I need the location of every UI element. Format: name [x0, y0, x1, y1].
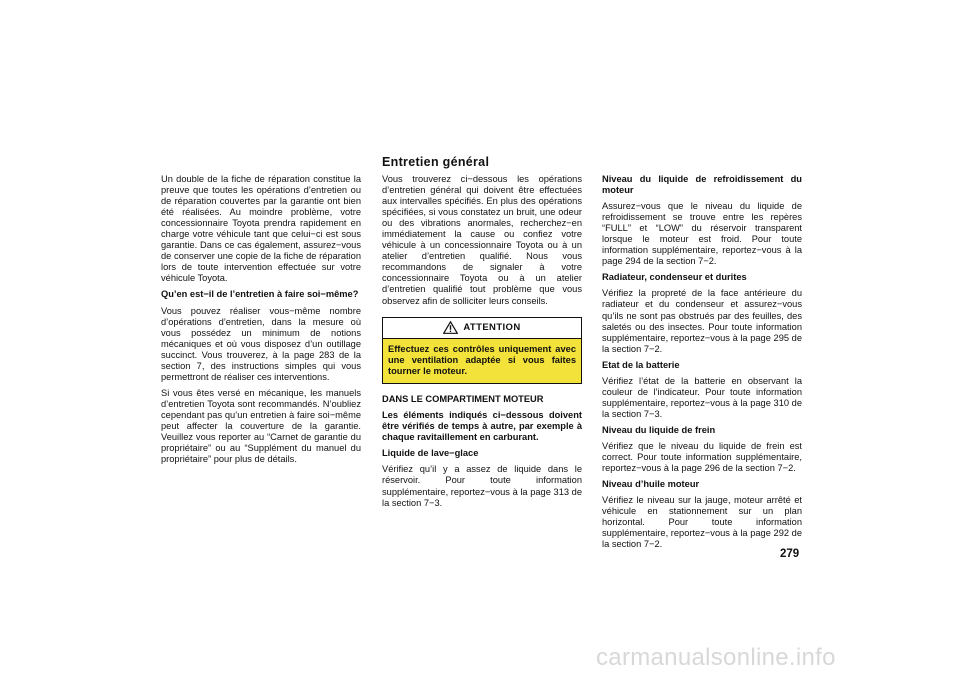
- section-heading: Liquide de lave−glace: [382, 448, 479, 459]
- section-heading: Niveau du liquide de refroidissement du moteur: [602, 174, 802, 196]
- column-right: [602, 174, 802, 555]
- engine-compartment-section: [382, 394, 582, 508]
- watermark-text: carmanualsonline.info: [596, 644, 836, 671]
- section-heading: Etat de la batterie: [602, 359, 680, 370]
- body-paragraph: Si vous êtes versé en mécanique, les manuels d’entretien Toyota sont recommandés. N’oubliez cependant pas qu’un entretien à faire soi−même peut affecter la couverture de la garantie. Veuillez vous reporter au “Carnet de garantie du propriétaire” ou au “Supplément du manuel du propriétaire” pour plus de détails.: [161, 387, 361, 465]
- section-heading: Les éléments indiqués ci−dessous doivent être vérifiés de temps à autre, par exemple à chaque ravitaillement en carburant.: [382, 410, 582, 443]
- column-middle: [382, 174, 582, 514]
- section-heading: Qu’en est−il de l’entretien à faire soi−même?: [161, 289, 359, 300]
- attention-box: [382, 317, 582, 385]
- body-paragraph: Vérifiez qu’il y a assez de liquide dans le réservoir. Pour toute information supplémentaire, reportez−vous à la page 313 de la section 7−3.: [382, 464, 582, 508]
- section-heading: Niveau d’huile moteur: [602, 479, 700, 490]
- attention-label: ATTENTION: [463, 322, 521, 334]
- body-paragraph: Un double de la fiche de réparation constitue la preuve que toutes les opérations d’entretien ou de réparation couvertes par la garantie ont bien été réalisées. Au moindre problème, votre concessionnaire Toyota prendra rapidement en charge votre véhicule tant que celui−ci est sous garantie. Dans ce cas également, assurez−vous de conserver une copie de la fiche de réparation lors de toute intervention effectuée sur votre véhicule Toyota.: [161, 174, 361, 284]
- page-number: 279: [780, 548, 800, 560]
- warning-icon: [443, 321, 458, 334]
- body-paragraph: Vérifiez le niveau sur la jauge, moteur arrêté et véhicule en stationnement sur un plan horizontal. Pour toute information supplémentaire, reportez−vous à la page 292 de la section 7−2.: [602, 495, 802, 550]
- body-paragraph: Vérifiez que le niveau du liquide de frein est correct. Pour toute information supplémentaire, reportez−vous à la page 296 de la section 7−2.: [602, 440, 802, 474]
- page-title: Entretien général: [382, 155, 490, 169]
- attention-text: Effectuez ces contrôles uniquement avec une ventilation adaptée si vous faites tourner le moteur.: [388, 343, 576, 376]
- intro-paragraph: Vous trouverez ci−dessous les opérations d’entretien général qui doivent être effectuées aux intervalles spécifiés. En plus des opérations spécifiées, si vous constatez un bruit, une odeur ou des vibrations anormales, recherchez−en immédiatement la cause ou confiez votre véhicule à un concessionnaire Toyota ou à un atelier d’entretien qualifié. Nous vous recommandons de signaler à votre concessionnaire Toyota ou à un atelier d’entretien qualifié tout problème que vous observez afin de solliciter leurs conseils.: [382, 174, 582, 306]
- section-heading: Niveau du liquide de frein: [602, 424, 716, 435]
- column-left: [161, 174, 361, 470]
- body-paragraph: Vérifiez l’état de la batterie en observant la couleur de l’indicateur. Pour toute information supplémentaire, reportez−vous à la page 310 de la section 7−3.: [602, 375, 802, 419]
- body-paragraph: Assurez−vous que le niveau du liquide de refroidissement se trouve entre les repères “FULL” et “LOW” du réservoir transparent lorsque le moteur est froid. Pour toute information supplémentaire, reportez−vous à la page 294 de la section 7−2.: [602, 201, 802, 267]
- attention-header: [383, 318, 581, 339]
- body-paragraph: Vérifiez la propreté de la face antérieure du radiateur et du condenseur et assurez−vous qu’ils ne sont pas obstrués par des feuilles, des saletés ou des insectes. Pour toute information supplémentaire, reportez−vous à la page 295 de la section 7−2.: [602, 288, 802, 354]
- section-heading: DANS LE COMPARTIMENT MOTEUR: [382, 394, 544, 405]
- body-paragraph: Vous pouvez réaliser vous−même nombre d’opérations d’entretien, dans la mesure où vous possédez un minimum de notions mécaniques et où vous disposez d’un outillage succinct. Vous trouverez, à la page 283 de la section 7, des instructions simples qui vous permettront de réaliser ces interventions.: [161, 305, 361, 382]
- section-heading: Radiateur, condenseur et durites: [602, 272, 747, 283]
